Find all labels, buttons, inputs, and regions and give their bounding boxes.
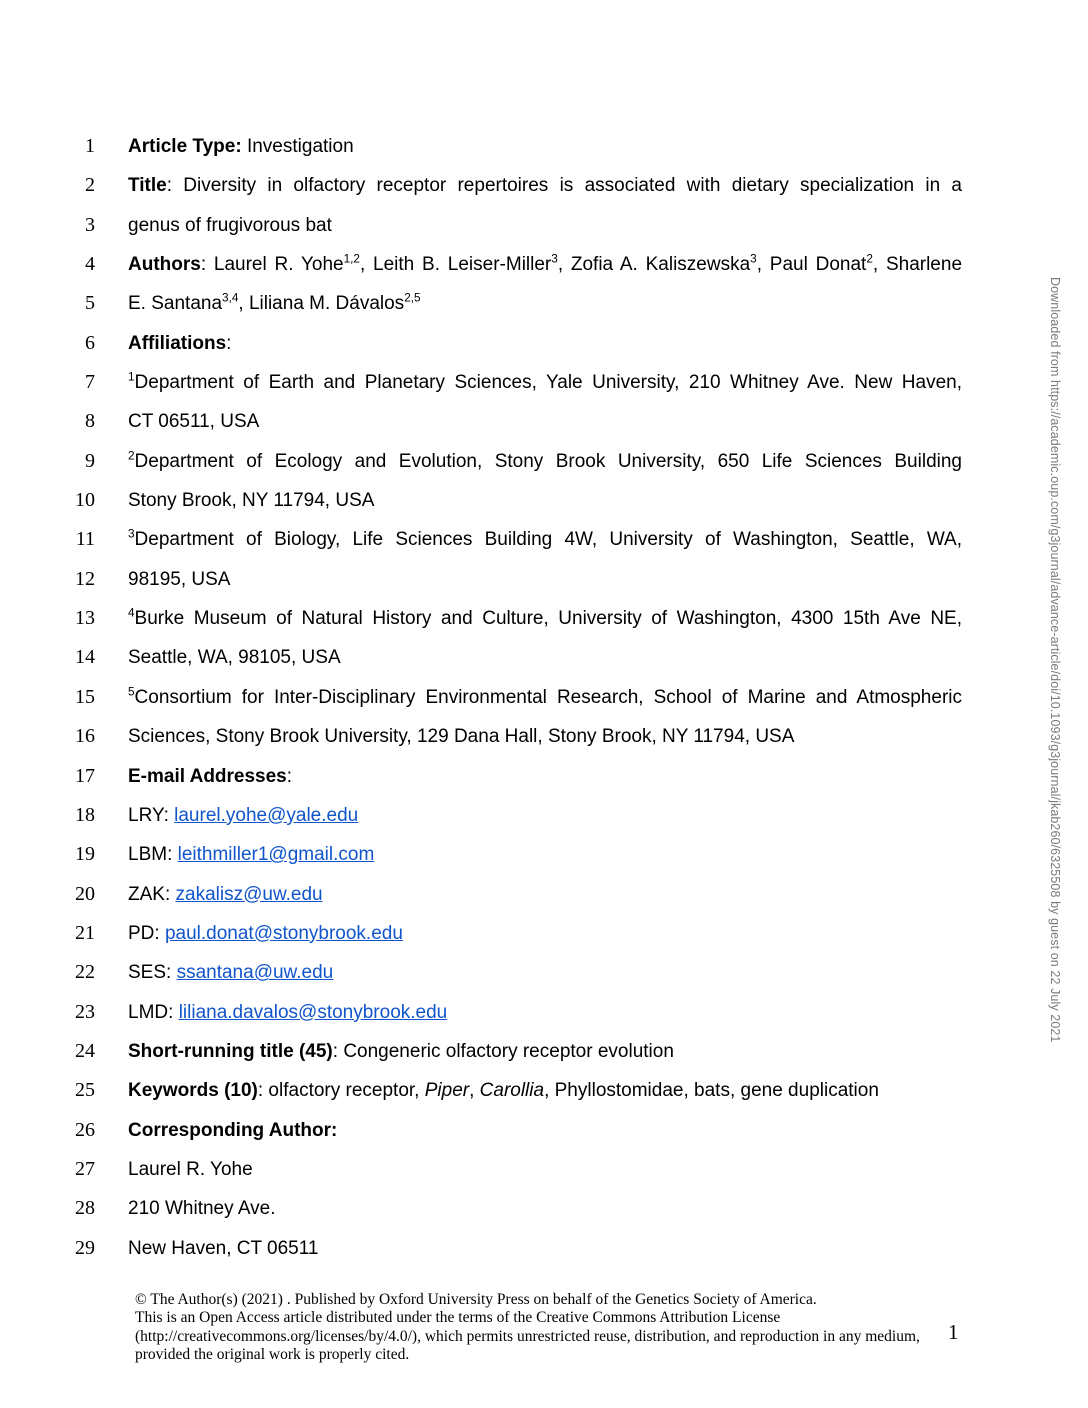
line-text bbox=[128, 1229, 962, 1268]
line-number: 28 bbox=[75, 1197, 95, 1220]
footer-line: This is an Open Access article distributed under the terms of the Creative Commons Attribution License bbox=[135, 1309, 781, 1327]
text-segment: Sciences, Stony Brook University, 129 Dana Hall, Stony Brook, NY 11794, USA bbox=[128, 726, 795, 748]
text-segment: Investigation bbox=[241, 136, 354, 157]
manuscript-line bbox=[0, 875, 962, 914]
text-segment: , Paul Donat bbox=[756, 254, 867, 276]
text-segment: Article Type: bbox=[128, 136, 242, 157]
text-segment: 5 bbox=[128, 685, 135, 699]
text-segment: 3 bbox=[128, 528, 135, 542]
manuscript-line bbox=[0, 1032, 962, 1071]
text-segment: Laurel R. Yohe bbox=[128, 1158, 253, 1180]
manuscript-line bbox=[0, 1150, 962, 1189]
email-link[interactable]: leithmiller1@gmail.com bbox=[177, 844, 375, 866]
manuscript-line bbox=[0, 166, 962, 205]
line-text bbox=[128, 442, 962, 481]
text-segment: : olfactory receptor, bbox=[257, 1080, 425, 1102]
line-number: 15 bbox=[75, 685, 95, 708]
text-segment: 2 bbox=[128, 449, 135, 463]
line-number: 8 bbox=[85, 410, 95, 433]
manuscript-line bbox=[0, 757, 962, 796]
text-segment: Consortium for Inter-Disciplinary Environmental Research, School of Marine and Atmospheric bbox=[134, 686, 962, 708]
manuscript-line bbox=[0, 717, 962, 756]
line-number: 2 bbox=[85, 174, 95, 197]
manuscript-line bbox=[0, 993, 962, 1032]
line-number: 4 bbox=[85, 253, 95, 276]
email-link[interactable]: ssantana@uw.edu bbox=[176, 962, 334, 984]
text-segment: 2,5 bbox=[404, 292, 421, 306]
text-segment: , Liliana M. Dávalos bbox=[238, 293, 405, 315]
manuscript-line bbox=[0, 560, 962, 599]
manuscript-line bbox=[0, 953, 962, 992]
text-segment: : Laurel R. Yohe bbox=[200, 254, 344, 276]
line-text bbox=[128, 835, 962, 874]
line-number: 19 bbox=[75, 843, 95, 866]
text-segment: SES: bbox=[128, 962, 177, 984]
text-segment: , Leith B. Leiser-Miller bbox=[359, 254, 552, 276]
text-segment: , Sharlene bbox=[872, 254, 963, 276]
line-text bbox=[128, 520, 962, 559]
text-segment: ZAK: bbox=[128, 883, 176, 905]
line-number: 11 bbox=[75, 528, 95, 551]
text-segment: 1 bbox=[128, 370, 135, 384]
text-segment: : bbox=[286, 765, 293, 787]
text-segment: 3,4 bbox=[222, 292, 239, 306]
text-segment: : bbox=[226, 332, 232, 354]
line-text bbox=[128, 678, 962, 717]
footer-line: (http://creativecommons.org/licenses/by/4.0/), which permits unrestricted reuse, distribution, and reproduction in any medium, bbox=[135, 1327, 920, 1345]
manuscript-line bbox=[0, 127, 962, 166]
text-segment: Authors bbox=[128, 254, 201, 276]
text-segment: 98195, USA bbox=[128, 568, 231, 590]
manuscript-line bbox=[0, 402, 962, 441]
manuscript-line bbox=[0, 284, 962, 323]
line-text bbox=[128, 363, 962, 402]
text-segment: Piper bbox=[424, 1080, 470, 1102]
manuscript-line bbox=[0, 796, 962, 835]
text-segment: Keywords (10) bbox=[128, 1080, 258, 1102]
line-number: 25 bbox=[75, 1079, 95, 1102]
line-number: 13 bbox=[75, 607, 95, 630]
line-text bbox=[128, 206, 962, 245]
line-text bbox=[128, 402, 962, 441]
page-number: 1 bbox=[948, 1320, 959, 1344]
text-segment: Burke Museum of Natural History and Culture, University of Washington, 4300 15th Ave NE, bbox=[134, 608, 962, 630]
line-text bbox=[128, 1189, 962, 1228]
line-number: 23 bbox=[75, 1000, 95, 1023]
email-link[interactable]: paul.donat@stonybrook.edu bbox=[164, 922, 403, 944]
line-text bbox=[128, 599, 962, 638]
text-segment: : Congeneric olfactory receptor evolution bbox=[332, 1040, 674, 1062]
line-text bbox=[128, 953, 962, 992]
text-segment: Corresponding Author: bbox=[128, 1119, 338, 1141]
text-segment: 4 bbox=[128, 606, 135, 620]
line-text bbox=[128, 1032, 962, 1071]
line-number: 6 bbox=[85, 331, 95, 354]
text-segment: 3 bbox=[750, 252, 757, 266]
manuscript-line bbox=[0, 245, 962, 284]
line-number: 1 bbox=[85, 135, 95, 157]
manuscript-line bbox=[0, 678, 962, 717]
manuscript-line bbox=[0, 442, 962, 481]
line-text bbox=[128, 481, 962, 520]
line-text bbox=[128, 1111, 962, 1150]
line-text bbox=[128, 560, 962, 599]
text-segment: , Phyllostomidae, bats, gene duplication bbox=[544, 1080, 879, 1102]
line-text bbox=[128, 1150, 962, 1189]
line-number: 10 bbox=[75, 489, 95, 512]
text-segment: Affiliations bbox=[128, 332, 227, 354]
line-number: 18 bbox=[75, 803, 95, 826]
manuscript-line bbox=[0, 1071, 962, 1110]
line-text bbox=[128, 717, 962, 756]
line-number: 5 bbox=[85, 292, 95, 315]
email-link[interactable]: laurel.yohe@yale.edu bbox=[174, 804, 359, 826]
line-number: 7 bbox=[85, 371, 95, 394]
text-segment: E-mail Addresses bbox=[128, 765, 287, 787]
line-number: 16 bbox=[75, 725, 95, 748]
text-segment: Department of Ecology and Evolution, Stony Brook University, 650 Life Sciences Building bbox=[134, 450, 962, 472]
line-text bbox=[128, 245, 962, 284]
line-number: 3 bbox=[85, 213, 95, 236]
text-segment: Stony Brook, NY 11794, USA bbox=[128, 490, 375, 512]
manuscript-line bbox=[0, 1111, 962, 1150]
line-text bbox=[128, 284, 962, 323]
manuscript-line bbox=[0, 914, 962, 953]
line-text bbox=[128, 914, 962, 953]
text-segment: , Zofia A. Kaliszewska bbox=[557, 254, 751, 276]
email-link[interactable]: liliana.davalos@stonybrook.edu bbox=[178, 1001, 448, 1023]
manuscript-line bbox=[0, 363, 962, 402]
text-segment: Title bbox=[128, 175, 167, 197]
download-watermark: Downloaded from https://academic.oup.com/g3journal/advance-article/doi/10.1093/g3journal/jkab260/6325508 by guest on 22 July 2021 bbox=[1048, 277, 1062, 1043]
line-number: 12 bbox=[75, 567, 95, 590]
text-segment: 1,2 bbox=[343, 252, 360, 266]
copyright-footer bbox=[135, 1291, 947, 1365]
text-segment: CT 06511, USA bbox=[128, 411, 260, 433]
text-segment: Department of Earth and Planetary Sciences, Yale University, 210 Whitney Ave. New Haven, bbox=[134, 372, 962, 394]
line-number: 9 bbox=[85, 449, 95, 472]
text-segment: PD: bbox=[128, 922, 165, 944]
line-text bbox=[128, 757, 962, 796]
manuscript-line bbox=[0, 481, 962, 520]
line-number: 14 bbox=[75, 646, 95, 669]
manuscript-line bbox=[0, 599, 962, 638]
line-number: 21 bbox=[75, 921, 95, 944]
line-text bbox=[128, 796, 962, 835]
line-text bbox=[128, 1071, 962, 1110]
line-text bbox=[128, 993, 962, 1032]
text-segment: genus of frugivorous bat bbox=[128, 214, 332, 236]
footer-line: provided the original work is properly cited. bbox=[135, 1346, 410, 1364]
line-number: 22 bbox=[75, 961, 95, 984]
text-segment: Carollia bbox=[479, 1080, 545, 1102]
text-segment: , bbox=[469, 1080, 480, 1102]
line-number: 20 bbox=[75, 882, 95, 905]
line-number: 27 bbox=[75, 1157, 95, 1180]
manuscript-line bbox=[0, 1189, 962, 1228]
manuscript-line bbox=[0, 324, 962, 363]
text-segment: LRY: bbox=[128, 804, 175, 826]
email-link[interactable]: zakalisz@uw.edu bbox=[175, 883, 323, 905]
line-number: 26 bbox=[75, 1118, 95, 1141]
text-segment: Seattle, WA, 98105, USA bbox=[128, 647, 341, 669]
line-text bbox=[128, 324, 962, 363]
text-segment: 3 bbox=[551, 252, 558, 266]
manuscript-line bbox=[0, 835, 962, 874]
footer-line: © The Author(s) (2021) . Published by Oxford University Press on behalf of the Genetics Society of America. bbox=[135, 1291, 817, 1308]
manuscript-line bbox=[0, 206, 962, 245]
text-segment: New Haven, CT 06511 bbox=[128, 1237, 319, 1259]
text-segment: LBM: bbox=[128, 844, 178, 866]
text-segment: 210 Whitney Ave. bbox=[128, 1198, 276, 1220]
line-text bbox=[128, 166, 962, 205]
text-segment: 2 bbox=[866, 252, 873, 266]
text-segment: Department of Biology, Life Sciences Building 4W, University of Washington, Seattle, WA, bbox=[134, 529, 962, 551]
manuscript-lines bbox=[0, 127, 962, 1268]
line-text bbox=[128, 127, 962, 166]
line-text bbox=[128, 638, 962, 677]
text-segment: Short-running title (45) bbox=[128, 1040, 333, 1062]
line-number: 17 bbox=[75, 764, 95, 787]
text-segment: LMD: bbox=[128, 1001, 179, 1023]
text-segment: E. Santana bbox=[128, 293, 223, 315]
manuscript-line bbox=[0, 638, 962, 677]
text-segment: : Diversity in olfactory receptor repertoires is associated with dietary specialization in a bbox=[166, 175, 962, 197]
line-text bbox=[128, 875, 962, 914]
line-number: 24 bbox=[75, 1039, 95, 1062]
line-number: 29 bbox=[75, 1236, 95, 1259]
manuscript-line bbox=[0, 520, 962, 559]
manuscript-line bbox=[0, 1229, 962, 1268]
